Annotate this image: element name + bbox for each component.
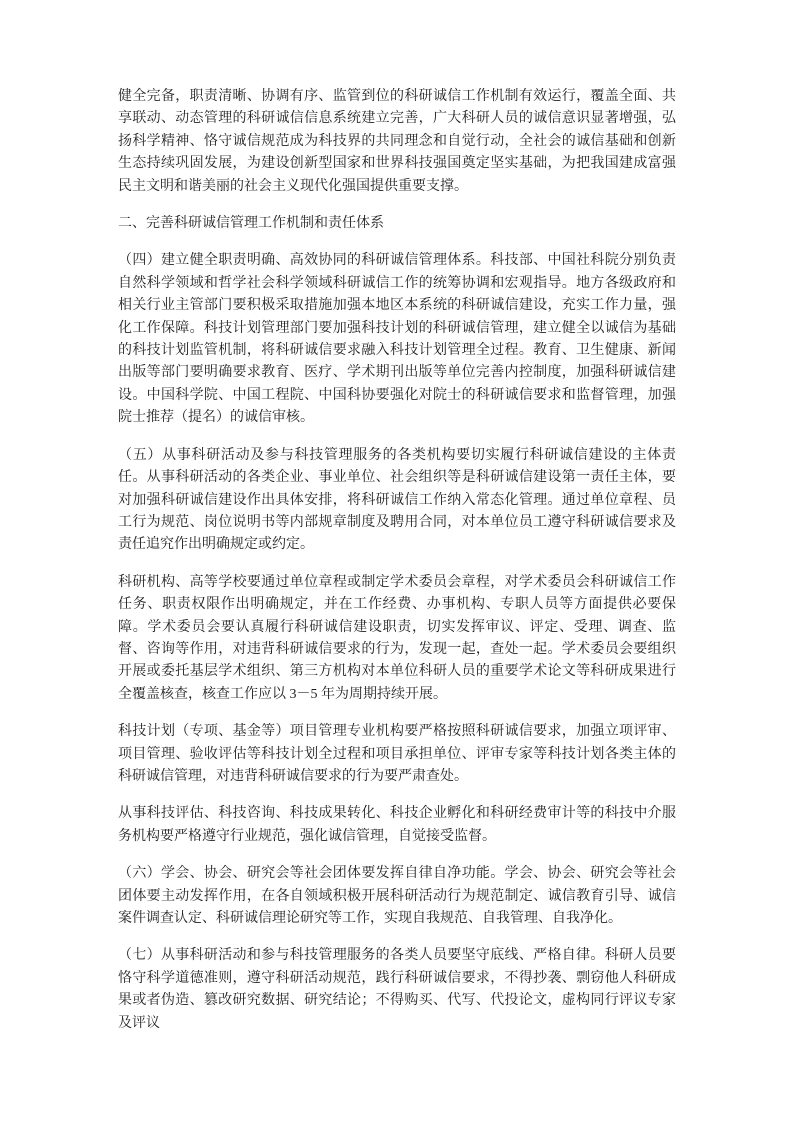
paragraph-item-four: （四）建立健全职责明确、高效协同的科研诚信管理体系。科技部、中国社科院分别负责自然科学领域和哲学社会科学领域科研诚信工作的统筹协调和宏观指导。地方各级政府和相关行业主管部门要积极采取措施加强本地区本系统的科研诚信建设，充实工作力量，强化工作保障。科技计划管理部门要加强科技计划的科研诚信管理，建立健全以诚信为基础的科技计划监管机制，将科研诚信要求融入科技计划管理全过程。教育、卫生健康、新闻出版等部门要明确要求教育、医疗、学术期刊出版等单位完善内控制度，加强科研诚信建设。中国科学院、中国工程院、中国科协要强化对院士的科研诚信要求和监督管理，加强院士推荐（提名）的诚信审核。	[118, 253, 676, 426]
paragraph-continuation: 健全完备，职责清晰、协调有序、监管到位的科研诚信工作机制有效运行，覆盖全面、共享联动、动态管理的科研诚信信息系统建立完善，广大科研人员的诚信意识显著增强，弘扬科学精神、恪守诚信规范成为科技界的共同理念和自觉行动，全社会的诚信基础和创新生态持续巩固发展，为建设创新型国家和世界科技强国奠定坚实基础，为把我国建成富强民主文明和谐美丽的社会主义现代化强国提供重要支撑。	[118, 89, 676, 194]
paragraph-sci-tech-programs: 科技计划（专项、基金等）项目管理专业机构要严格按照科研诚信要求，加强立项评审、项目管理、验收评估等科技计划全过程和项目承担单位、评审专家等科技计划各类主体的科研诚信管理，对违背科研诚信要求的行为要严肃查处。	[118, 724, 676, 784]
paragraph-intermediary-services: 从事科技评估、科技咨询、科技成果转化、科技企业孵化和科研经费审计等的科技中介服务机构要严格遵守行业规范，强化诚信管理，自觉接受监督。	[118, 806, 676, 844]
section-heading: 二、完善科研诚信管理工作机制和责任体系	[118, 216, 384, 232]
paragraph-item-seven: （七）从事科研活动和参与科技管理服务的各类人员要坚守底线、严格自律。科研人员要恪守科学道德准则，遵守科研活动规范，践行科研诚信要求，不得抄袭、剽窃他人科研成果或者伪造、篡改研究数据、研究结论；不得购买、代写、代投论文，虚构同行评议专家及评议	[118, 948, 676, 1031]
paragraph-item-five: （五）从事科研活动及参与科技管理服务的各类机构要切实履行科研诚信建设的主体责任。从事科研活动的各类企业、事业单位、社会组织等是科研诚信建设第一责任主体，要对加强科研诚信建设作出具体安排，将科研诚信工作纳入常态化管理。通过单位章程、员工行为规范、岗位说明书等内部规章制度及聘用合同，对本单位员工遵守科研诚信要求及责任追究作出明确规定或约定。	[118, 447, 676, 553]
paragraph-research-institutions: 科研机构、高等学校要通过单位章程或制定学术委员会章程，对学术委员会科研诚信工作任务、职责权限作出明确规定，并在工作经费、办事机构、专职人员等方面提供必要保障。学术委员会要认真履行科研诚信建设职责，切实发挥审议、评定、受理、调查、监督、咨询等作用，对违背科研诚信要求的行为，发现一起，查处一起。学术委员会要组织开展或委托基层学术组织、第三方机构对本单位科研人员的重要学术论文等科研成果进行全覆盖核查，核查工作应以 3－5 年为周期持续开展。	[118, 574, 676, 702]
paragraph-item-six: （六）学会、协会、研究会等社会团体要发挥自律自净功能。学会、协会、研究会等社会团体要主动发挥作用，在各自领域积极开展科研活动行为规范制定、诚信教育引导、诚信案件调查认定、科研诚信理论研究等工作，实现自我规范、自我管理、自我净化。	[118, 866, 676, 926]
document-text-block	[118, 86, 676, 1035]
